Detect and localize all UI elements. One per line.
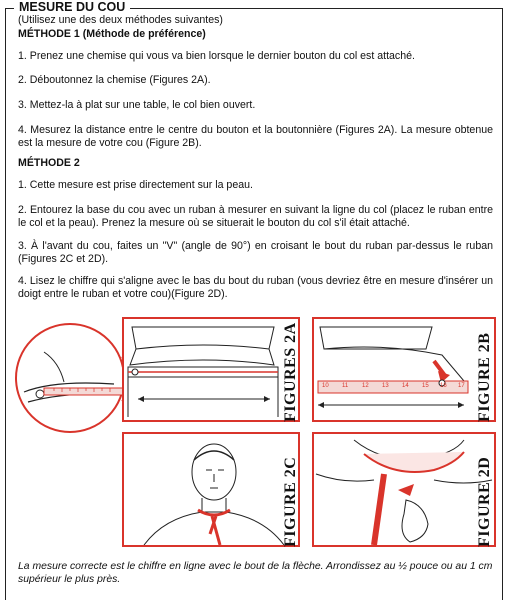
method2-step-1: 1. Cette mesure est prise directement sur la peau. [18, 179, 253, 191]
section-title: MESURE DU COU [14, 0, 130, 15]
section-subtitle: (Utilisez une des deux méthodes suivantes) [18, 14, 223, 26]
figure-2b-panel [312, 317, 496, 422]
ruler-tick-label: 14 [402, 383, 409, 389]
method1-step-2: 2. Déboutonnez la chemise (Figures 2A). [18, 74, 211, 86]
figure-2d-label: FIGURE 2D [476, 456, 493, 547]
method1-step-1: 1. Prenez une chemise qui vous va bien lorsque le dernier bouton du col est attaché. [18, 50, 415, 62]
ruler-tick-label: 11 [342, 383, 349, 389]
method2-step-2: 2. Entourez la base du cou avec un ruban à mesurer en suivant la ligne du col (placez le ruban entre le col et la peau). Prenez la mesure où se situerait le bouton du col s'il était attaché. [18, 204, 493, 229]
method1-heading: MÉTHODE 1 (Méthode de préférence) [18, 28, 206, 40]
magnifier-illustration [14, 322, 134, 434]
ruler-tick-label: 17 [458, 383, 465, 389]
method2-step-4: 4. Lisez le chiffre qui s'aligne avec le bas du bout du ruban (vous devriez être en mesure d'insérer un doigt entre le ruban et votre cou)(Figure 2D). [18, 275, 493, 300]
measurement-note: La mesure correcte est le chiffre en ligne avec le bout de la flèche. Arrondissez au ½ pouce ou au 1 cm supérieur le plus près. [18, 561, 493, 585]
ruler-tick-label: 16 [440, 383, 447, 389]
method1-step-4: 4. Mesurez la distance entre le centre du bouton et la boutonnière (Figures 2A). La mesure obtenue est la mesure de votre cou (Figure 2B). [18, 124, 493, 149]
method2-step-3: 3. À l'avant du cou, faites un "V" (angle de 90°) en croisant le bout du ruban par-dessus le ruban (Figures 2C et 2D). [18, 240, 493, 265]
figure-2c-label: FIGURE 2C [282, 456, 299, 547]
figure-2a-panel [122, 317, 300, 422]
ruler-tick-label: 10 [322, 383, 329, 389]
ruler-tick-label: 13 [382, 383, 389, 389]
figure-2c-panel [122, 432, 300, 547]
figure-2b-label: FIGURE 2B [476, 332, 493, 422]
ruler-tick-label: 15 [422, 383, 429, 389]
figure-2a-label: FIGURES 2A [282, 322, 299, 422]
figure-2d-panel [312, 432, 496, 547]
method2-heading: MÉTHODE 2 [18, 157, 80, 169]
ruler-tick-label: 12 [362, 383, 369, 389]
method1-step-3: 3. Mettez-la à plat sur une table, le col bien ouvert. [18, 99, 256, 111]
